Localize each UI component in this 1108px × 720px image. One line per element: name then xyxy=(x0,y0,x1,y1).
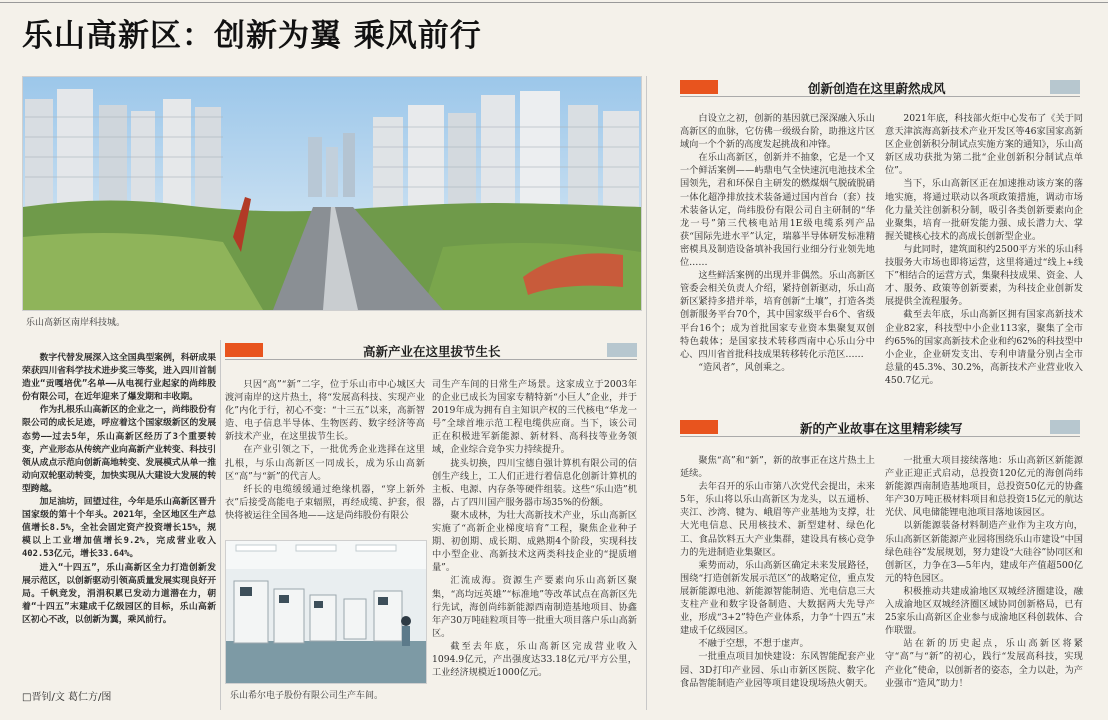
column-d-paragraph: 白设立之初，创新的基因就已深深融入乐山高新区的血脉，它仿佛一级级台阶，助推这片区域向一个个新的高度发起挑战和冲锋。 xyxy=(680,113,875,151)
section-header-story xyxy=(680,420,1080,437)
column-g xyxy=(885,454,1083,710)
column-e xyxy=(885,112,1083,402)
column-f-paragraph: 一批重点项目加快建设：东风智能配套产业园、3D打印产业园、乐山市新区医院、数字化食品智能制造产业园等项目建设现场热火朝天。 xyxy=(680,651,875,689)
column-g-paragraph: 一批重大项目接续落地：乐山高新区新能源产业正迎正式启动，总投资120亿元的海创尚纬新能源西南制造基地项目，总投资50亿元的协鑫年产30万吨正极材料项目和总投资15亿元的航达光伏、风电储能锂电池项目落地该园区。 xyxy=(885,455,1083,519)
column-f-paragraph: 去年召开的乐山市第八次党代会提出，未来5年，乐山将以乐山高新区为龙头，以五通桥、夹江、沙湾、犍为、峨眉等产业基地为支撑，壮大光电信息、民用核技术、新型建材、绿色化工、食品饮料五大产业集群，建设具有核心竞争力的先进制造业集聚区。 xyxy=(680,481,875,558)
column-e-paragraph: 2021年底，科技部火炬中心发布了《关于同意天津滨海高新技术产业开发区等46家国家高新区企业创新积分制试点实施方案的通知》，乐山高新区成功获批为第二批“企业创新积分制试点单位”。 xyxy=(885,113,1083,177)
column-c xyxy=(432,378,637,698)
column-c-paragraph: 司生产车间的日常生产场景。这家成立于2003年的企业已成长为国家专精特新“小巨人”企业，并于2019年成为拥有自主知识产权的三代核电“华龙一号”全球首堆示范工程电缆供应商。当下，该公司正在积极进军新能源、新材料、高科技等业务领域，企业综合竞争实力持续提升。 xyxy=(432,379,637,456)
column-d-paragraph: “造风者”，风创乘之。 xyxy=(698,361,791,373)
top-rule xyxy=(0,2,1108,3)
section-header-industry xyxy=(225,343,637,360)
column-a-paragraph: 进入“十四五”，乐山高新区全力打造创新发展示范区，以创新驱动引领高质量发展实现良好开局。千帆竞发，涓涓积累已发动力道潜在力，朝着“十四五”末建成千亿级园区的目标，乐山高新区初心不改，以创新为翼，乘风前行。 xyxy=(22,562,216,625)
column-d xyxy=(680,112,875,402)
column-f xyxy=(680,454,875,710)
section-title: 高新产业在这里拔节生长 xyxy=(363,344,501,359)
column-f-paragraph: 聚焦“高”和“新”，新的故事正在这片热土上延续。 xyxy=(680,455,875,480)
section-accent-bar xyxy=(680,420,718,434)
column-d-paragraph: 在乐山高新区，创新并不抽象，它是一个又一个鲜活案例——屿鼎电气全快速沉电池技术全国领先，君和环保自主研发的燃煤烟气脱硫脱硝一体化超净排放技术装备通过国内首台（套）技术装备认定，尚纬股份有限公司自主研制的“华龙一号”第三代核电站用1E级电缆系列产品获“国际先进水平”认定，瑞慕半导体研发标准精密模具及制造设备填补我国行业细分行业领先地位…… xyxy=(680,152,875,269)
column-b-paragraph: 只因“高”“新”二字，位于乐山市中心城区大渡河南岸的这片热土，将“发展高科技、实现产业化”内化于行，初心不变：“十三五”以来，高新智造、电子信息半导体、生物医药、数字经济等高新技术产业，在这里拔节生长。 xyxy=(225,379,425,443)
section-grey-bar xyxy=(1050,420,1080,434)
photo2-caption: 乐山希尔电子股份有限公司生产车间。 xyxy=(230,691,384,701)
column-a-paragraph: 作为扎根乐山高新区的企业之一，尚纬股份有限公司的成长足迹，呼应着这个国家级新区的发展态势——过去5年，乐山高新区经历了3个重要转变，产业形态从传统产业向高新产业转变、科技引领从成点示范向创新高地转变、发展模式从单一推动向双轮驱动转变，加快实现从大建设大发展的转型跨越。 xyxy=(22,405,216,494)
column-f-paragraph: 乘势而动，乐山高新区确定未来发展路径，围绕“打造创新发展示范区”的战略定位，重点发展新能源电池、新能源智能制造、光电信息三大支柱产业和数字设备制造、大数据两大先导产业，形成“3+2”特色产业体系，力争“十四五”末建成千亿级园区。 xyxy=(680,559,875,637)
column-c-paragraph: 拢头切换，四川宝德自强计算机有限公司的信创生产线上，工人们正进行着信息化创新计算机的主板、电源、内存条等硬件组装。这些“乐山造”机器，占了四川国产服务器市场35%的份额。 xyxy=(432,457,637,508)
column-g-paragraph: 积极推动共建成渝地区双城经济圈建设，融入成渝地区双城经济圈区域协同创新格局，已有25家乐山高新区企业参与成渝地区科创载体、合作联盟。 xyxy=(885,585,1083,637)
column-a xyxy=(22,352,216,682)
column-b xyxy=(225,378,425,533)
column-e-paragraph: 截至去年底，乐山高新区拥有国家高新技术企业82家，科技型中小企业113家，聚集了全市约65%的国家高新技术企业和约62%的科技型中小企业，企业研发支出、专利申请量分别占全市总量的45.3%、30.2%，高新技术产业营业收入450.7亿元。 xyxy=(885,309,1083,386)
column-b-paragraph: 在产业引领之下，一批优秀企业选择在这里扎根，与乐山高新区一同成长，成为乐山高新区“高”与“新”的代言人。 xyxy=(225,444,425,482)
section-title: 创新创造在这里蔚然成风 xyxy=(808,81,946,96)
section-accent-bar xyxy=(225,343,263,357)
column-c-paragraph: 聚木成林，为壮大高新技术产业，乐山高新区实施了“高新企业梯度培育”工程，聚焦企业种子期、初创期、成长期、成熟期4个阶段，实现科技中小型企业、高新技术这两类科技企业的“提质增量”。 xyxy=(432,509,637,574)
column-rule xyxy=(646,76,647,710)
section-grey-bar xyxy=(1050,80,1080,94)
headline: 乐山高新区：创新为翼 乘风前行 xyxy=(22,18,482,54)
photo-city-skyline xyxy=(22,76,642,311)
column-g-paragraph: 以新能源装备材料制造产业作为主攻方向，乐山高新区新能源产业园将围绕乐山市建设“中国绿色硅谷”发展规划，努力建设“大硅谷”协同区和创新区，力争在3—5年内，建成年产值超500亿元的特色园区。 xyxy=(885,520,1083,584)
column-c-paragraph: 截至去年底，乐山高新区完成营业收入1094.9亿元，产出强度达33.18亿元/平方公里，工业经济规模近1000亿元。 xyxy=(432,640,637,679)
section-grey-bar xyxy=(607,343,637,357)
section-header-innovation xyxy=(680,80,1080,97)
photo-factory xyxy=(225,540,427,684)
column-b-paragraph: 纤长的电缆缓缓通过绝缘机器，“穿上新外衣”后接受高能电子束辐照，再经成缆、护套，很快将被运往全国各地——这是尚纬股份有限公 xyxy=(225,483,425,521)
column-g-paragraph: 站在新的历史起点，乐山高新区将紧守“高”与“新”的初心，践行“发展高科技，实现产业化”使命，以创新者的姿态，全力以赴，为产业强市“造风”助力！ xyxy=(885,638,1083,689)
column-c-paragraph: 汇流成海。资源生产要素向乐山高新区聚集，“高均远英雄”“标准地”等改革试点在高新区先行先试，海创尚纬新能源西南制造基地项目、协鑫年产30万吨硅粒项目等一批重大项目落户乐山高新区。 xyxy=(432,575,637,639)
column-a-paragraph: 加足油坊，回望过往，今年是乐山高新区晋升国家级的第十个年头。2021年，全区地区生产总值增长8.5%，全社会固定资产投资增长15%，规模以上工业增加值增长9.2%，完成营业收入402.53亿元，增长33.64%。 xyxy=(22,497,216,560)
column-e-paragraph: 与此同时，建筑面积约2500平方米的乐山科技服务大市场也即将运营，这里将通过“线上+线下”相结合的运营方式，集聚科技成果、资金、人才、服务、政策等创新要素，为科技企业创新发展提供全流程服务。 xyxy=(885,243,1083,308)
byline: □晋钊/文 葛仁方/图 xyxy=(22,692,112,703)
column-f-paragraph: 不融于空想，不想于虚声。 xyxy=(698,638,809,650)
column-d-paragraph: 这些鲜活案例的出现并非偶然。乐山高新区管委会相关负责人介绍，紧持创新驱动，乐山高新区紧持多措并举，培育创新“土壤”，打造各类创新服务平台70个，其中国家级平台6个、省级平台16个；成为首批国家专业资本集聚复双创特色载体；是国家技术转移西南中心乐山分中心、四川省首批科技成果转移转化示范区…… xyxy=(680,270,875,360)
photo1-caption: 乐山高新区南岸科技城。 xyxy=(26,318,126,328)
section-title: 新的产业故事在这里精彩续写 xyxy=(800,421,963,436)
column-rule xyxy=(220,340,221,710)
factory-illustration xyxy=(226,541,426,683)
section-accent-bar xyxy=(680,80,718,94)
skyline-illustration xyxy=(23,77,641,310)
column-e-paragraph: 当下，乐山高新区正在加速推动该方案的落地实施，将通过联动以各项政策措施，调动市场化力量关注创新积分制，吸引各类创新要素向企业聚集，培育一批研发能力强、成长潜力大、掌握关键核心技术的高成长创新型企业。 xyxy=(885,178,1083,242)
lead-paragraph: 数字代替发展深入这全国典型案例，科研成果荣获四川省科学技术进步奖三等奖，进入四川首制造业“贡嘎培优”名单——从电视行业起家的尚纬股份有限公司，在近年迎来了爆发期和丰收期。 xyxy=(22,353,216,403)
